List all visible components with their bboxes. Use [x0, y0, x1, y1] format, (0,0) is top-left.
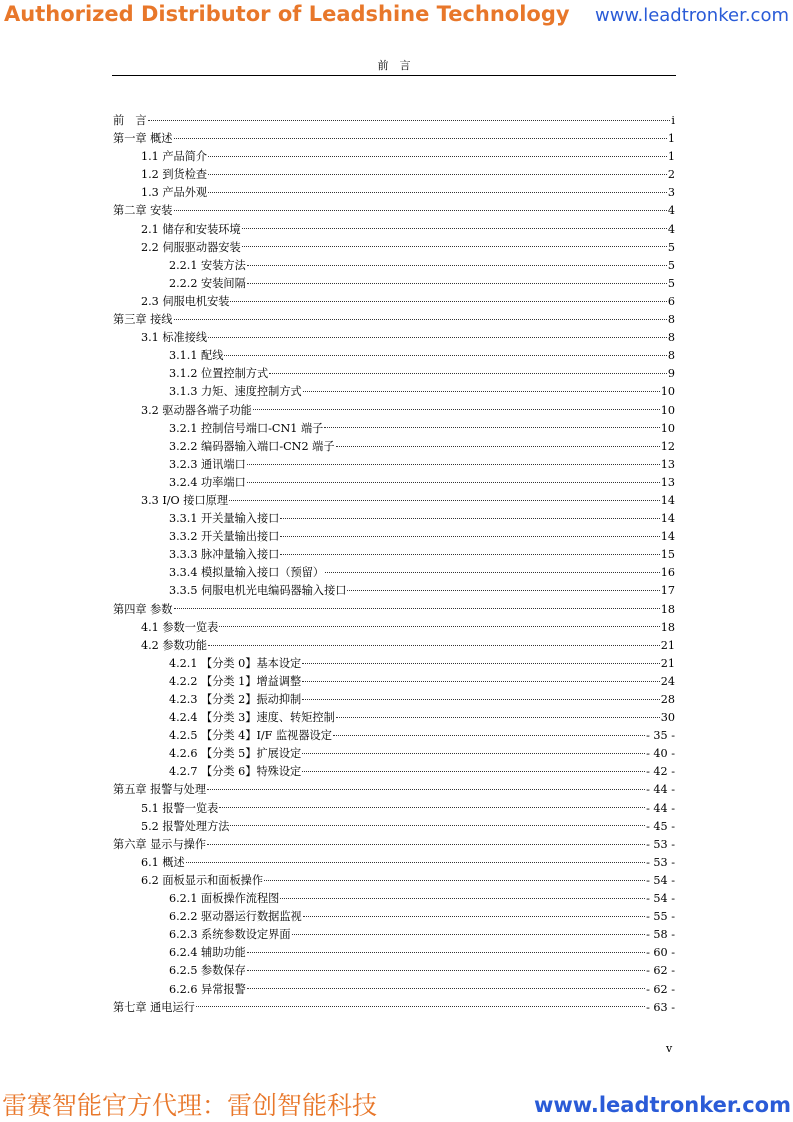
toc-entry-title: 第六章 显示与操作 — [113, 837, 207, 851]
toc-entry-page: 21 — [660, 656, 675, 670]
toc-dot-leader — [302, 673, 660, 682]
toc-dot-leader — [303, 908, 645, 917]
toc-entry-page: - 53 - — [646, 855, 675, 869]
toc-entry-title: 6.2.4 辅助功能 — [169, 946, 246, 960]
toc-entry-title: 第三章 接线 — [113, 313, 173, 327]
toc-entry[interactable] — [113, 402, 675, 420]
toc-entry-page: 13 — [660, 457, 675, 471]
toc-entry[interactable] — [113, 202, 675, 220]
toc-entry-title: 4.2.1 【分类 0】基本设定 — [169, 656, 302, 670]
toc-entry-page: 3 — [667, 186, 675, 200]
toc-entry[interactable] — [113, 962, 675, 980]
toc-entry[interactable] — [113, 528, 675, 546]
toc-dot-leader — [247, 456, 660, 465]
toc-dot-leader — [302, 745, 645, 754]
toc-dot-leader — [253, 402, 660, 411]
toc-entry[interactable] — [113, 908, 675, 926]
toc-dot-leader — [247, 275, 667, 284]
toc-dot-leader — [207, 781, 645, 790]
toc-dot-leader — [174, 601, 660, 610]
toc-entry-page: - 35 - — [646, 729, 675, 743]
toc-entry[interactable] — [113, 184, 675, 202]
toc-entry-page: 28 — [660, 693, 675, 706]
footer-website-link[interactable]: www.leadtronker.com — [534, 1093, 791, 1117]
distributor-banner: Authorized Distributor of Leadshine Technology — [4, 2, 570, 26]
toc-entry[interactable] — [113, 800, 675, 818]
page-number: v — [666, 1042, 673, 1055]
toc-entry-page: 9 — [667, 367, 675, 381]
toc-entry-title: 4.2.6 【分类 5】扩展设定 — [169, 747, 302, 761]
toc-entry-page: 10 — [660, 403, 675, 417]
toc-entry[interactable] — [113, 781, 675, 799]
toc-entry-page: 8 — [667, 349, 675, 363]
toc-entry-page: - 60 - — [646, 946, 675, 960]
toc-entry[interactable] — [113, 727, 675, 745]
toc-entry[interactable] — [113, 546, 675, 564]
toc-dot-leader — [303, 383, 660, 392]
agent-banner: 雷赛智能官方代理：雷创智能科技 — [2, 1091, 378, 1120]
table-of-contents — [113, 112, 675, 1017]
toc-entry[interactable] — [113, 582, 675, 600]
toc-entry[interactable] — [113, 601, 675, 619]
toc-entry-title: 2.2.1 安装方法 — [169, 258, 246, 272]
toc-entry-title: 4.2 参数功能 — [141, 638, 208, 652]
toc-entry[interactable] — [113, 456, 675, 474]
toc-entry-page: 2 — [667, 168, 675, 182]
toc-entry-title: 3.1.3 力矩、速度控制方式 — [169, 385, 302, 399]
toc-dot-leader — [242, 221, 667, 230]
toc-entry-title: 5.1 报警一览表 — [141, 801, 219, 815]
toc-dot-leader — [302, 763, 645, 772]
toc-entry[interactable] — [113, 637, 675, 655]
toc-entry[interactable] — [113, 890, 675, 908]
toc-dot-leader — [230, 293, 666, 302]
toc-entry[interactable] — [113, 926, 675, 944]
toc-entry-page: - 62 - — [646, 982, 675, 996]
toc-entry-title: 1.1 产品简介 — [141, 150, 208, 164]
toc-entry-title: 6.2.2 驱动器运行数据监视 — [169, 910, 302, 924]
toc-entry-page: - 54 - — [646, 892, 675, 906]
toc-dot-leader — [219, 619, 659, 628]
toc-dot-leader — [264, 872, 645, 881]
toc-entry-title: 3.3.1 开关量输入接口 — [169, 512, 280, 526]
toc-dot-leader — [208, 329, 667, 338]
toc-entry-title: 第四章 参数 — [113, 602, 173, 616]
toc-dot-leader — [325, 564, 660, 573]
toc-dot-leader — [208, 166, 667, 175]
bottom-banner — [0, 1086, 793, 1120]
toc-dot-leader — [174, 311, 667, 320]
toc-entry-page: 1 — [667, 132, 675, 146]
toc-dot-leader — [208, 637, 660, 646]
toc-entry[interactable] — [113, 691, 675, 709]
toc-entry[interactable] — [113, 112, 675, 130]
toc-entry[interactable] — [113, 383, 675, 401]
toc-entry-page: i — [671, 114, 675, 127]
toc-entry-page: 4 — [667, 222, 675, 236]
toc-entry-page: - 62 - — [646, 964, 675, 978]
toc-entry-title: 第二章 安装 — [113, 204, 173, 218]
toc-entry-page: 4 — [667, 204, 675, 218]
toc-dot-leader — [324, 420, 659, 429]
toc-entry-title: 2.2 伺服驱动器安装 — [141, 240, 241, 254]
toc-dot-leader — [148, 112, 671, 121]
toc-entry-title: 4.2.2 【分类 1】增益调整 — [169, 674, 302, 688]
toc-entry-page: - 42 - — [646, 765, 675, 779]
toc-dot-leader — [207, 836, 645, 845]
toc-entry-title: 1.2 到货检查 — [141, 168, 208, 182]
toc-entry[interactable] — [113, 221, 675, 239]
toc-entry[interactable] — [113, 166, 675, 184]
toc-dot-leader — [208, 148, 667, 157]
toc-entry-title: 6.2.3 系统参数设定界面 — [169, 928, 291, 942]
toc-entry[interactable] — [113, 239, 675, 257]
toc-dot-leader — [336, 709, 660, 718]
toc-entry[interactable] — [113, 709, 675, 727]
toc-entry-title: 2.3 伺服电机安装 — [141, 294, 230, 308]
toc-dot-leader — [280, 510, 659, 519]
toc-dot-leader — [333, 727, 645, 736]
toc-dot-leader — [242, 239, 667, 248]
toc-entry-title: 3.3.3 脉冲量输入接口 — [169, 548, 280, 562]
toc-entry-page: - 44 - — [646, 801, 675, 815]
toc-entry[interactable] — [113, 944, 675, 962]
toc-dot-leader — [247, 962, 645, 971]
running-header: 前 言 — [112, 57, 676, 76]
toc-dot-leader — [292, 926, 646, 935]
toc-entry-page: 18 — [660, 602, 675, 616]
toc-entry[interactable] — [113, 564, 675, 582]
toc-entry-title: 2.1 储存和安装环境 — [141, 222, 241, 236]
toc-entry-title: 第五章 报警与处理 — [113, 783, 207, 797]
toc-entry-page: 24 — [660, 674, 675, 688]
toc-dot-leader — [280, 528, 659, 537]
toc-entry-page: - 54 - — [646, 873, 675, 887]
toc-entry-page: 17 — [660, 584, 675, 598]
toc-entry-page: 5 — [667, 258, 675, 272]
toc-entry-title: 3.3.2 开关量输出接口 — [169, 530, 280, 544]
toc-entry-title: 4.1 参数一览表 — [141, 620, 219, 634]
toc-entry[interactable] — [113, 981, 675, 999]
toc-entry-title: 1.3 产品外观 — [141, 186, 208, 200]
toc-entry-title: 4.2.5 【分类 4】I/F 监视器设定 — [169, 729, 332, 743]
toc-entry[interactable] — [113, 329, 675, 347]
toc-dot-leader — [224, 347, 666, 356]
top-banner — [0, 2, 793, 32]
toc-entry-title: 4.2.4 【分类 3】速度、转矩控制 — [169, 711, 335, 725]
website-link[interactable]: www.leadtronker.com — [594, 5, 789, 26]
toc-entry[interactable] — [113, 854, 675, 872]
toc-dot-leader — [174, 130, 667, 139]
toc-entry-title: 6.2.5 参数保存 — [169, 964, 246, 978]
toc-entry[interactable] — [113, 275, 675, 293]
toc-entry[interactable] — [113, 365, 675, 383]
toc-entry-page: 15 — [660, 548, 675, 562]
toc-dot-leader — [174, 202, 667, 211]
toc-entry-title: 2.2.2 安装间隔 — [169, 276, 246, 290]
toc-entry[interactable] — [113, 347, 675, 365]
toc-entry-title: 3.1.2 位置控制方式 — [169, 367, 269, 381]
toc-entry-page: - 63 - — [646, 1000, 675, 1014]
toc-entry-title: 3.3.5 伺服电机光电编码器输入接口 — [169, 584, 347, 598]
toc-entry-title: 3.1.1 配线 — [169, 349, 224, 363]
toc-entry[interactable] — [113, 257, 675, 275]
toc-dot-leader — [336, 438, 660, 447]
toc-entry[interactable] — [113, 311, 675, 329]
toc-dot-leader — [247, 981, 645, 990]
toc-entry[interactable] — [113, 130, 675, 148]
toc-entry[interactable] — [113, 745, 675, 763]
toc-dot-leader — [230, 818, 645, 827]
toc-entry-page: 6 — [667, 294, 675, 308]
toc-entry-page: - 53 - — [646, 837, 675, 851]
toc-entry-page: - 45 - — [646, 819, 675, 833]
toc-entry-title: 5.2 报警处理方法 — [141, 819, 230, 833]
toc-entry-page: 16 — [660, 566, 675, 580]
toc-dot-leader — [280, 890, 645, 899]
toc-dot-leader — [208, 184, 667, 193]
toc-entry-page: 12 — [660, 439, 675, 453]
toc-dot-leader — [280, 546, 659, 555]
toc-entry-title: 6.1 概述 — [141, 855, 185, 869]
toc-entry-page: - 44 - — [646, 783, 675, 797]
toc-entry-page: - 58 - — [646, 928, 675, 942]
toc-entry-title: 3.1 标准接线 — [141, 331, 208, 345]
toc-entry[interactable] — [113, 655, 675, 673]
toc-entry-page: 8 — [667, 313, 675, 327]
toc-entry[interactable] — [113, 474, 675, 492]
toc-entry[interactable] — [113, 619, 675, 637]
toc-entry[interactable] — [113, 872, 675, 890]
toc-entry-page: 30 — [660, 711, 675, 725]
toc-dot-leader — [247, 474, 660, 483]
toc-entry-title: 4.2.3 【分类 2】振动抑制 — [169, 693, 302, 706]
toc-dot-leader — [247, 257, 667, 266]
toc-entry[interactable] — [113, 148, 675, 166]
toc-entry-title: 第一章 概述 — [113, 132, 173, 146]
toc-entry-page: 14 — [660, 530, 675, 544]
toc-entry-title: 3.3 I/O 接口原理 — [141, 493, 229, 507]
toc-entry-title: 3.2.3 通讯端口 — [169, 457, 246, 471]
toc-entry[interactable] — [113, 420, 675, 438]
toc-entry-page: 8 — [667, 331, 675, 345]
toc-entry-title: 6.2.6 异常报警 — [169, 982, 246, 996]
toc-entry-page: 1 — [667, 150, 675, 164]
toc-entry[interactable] — [113, 438, 675, 456]
toc-entry-title: 3.3.4 模拟量输入接口（预留） — [169, 566, 325, 580]
toc-dot-leader — [302, 655, 660, 664]
toc-entry-page: 10 — [660, 421, 675, 435]
toc-entry-page: - 40 - — [646, 747, 675, 761]
toc-entry[interactable] — [113, 818, 675, 836]
toc-entry-title: 3.2.2 编码器输入端口-CN2 端子 — [169, 439, 335, 453]
toc-entry-title: 前 言 — [113, 114, 147, 127]
toc-entry-title: 第七章 通电运行 — [113, 1000, 195, 1014]
toc-entry-page: 10 — [660, 385, 675, 399]
toc-entry[interactable] — [113, 510, 675, 528]
toc-dot-leader — [219, 800, 645, 809]
toc-entry[interactable] — [113, 492, 675, 510]
toc-entry[interactable] — [113, 293, 675, 311]
toc-entry-title: 3.2.4 功率端口 — [169, 475, 246, 489]
toc-entry-page: 5 — [667, 240, 675, 254]
toc-entry-title: 6.2.1 面板操作流程图 — [169, 892, 280, 906]
toc-entry-page: 13 — [660, 475, 675, 489]
toc-entry-page: 18 — [660, 620, 675, 634]
toc-dot-leader — [347, 582, 659, 591]
toc-entry-title: 4.2.7 【分类 6】特殊设定 — [169, 765, 302, 779]
toc-entry-title: 3.2.1 控制信号端口-CN1 端子 — [169, 421, 324, 435]
toc-dot-leader — [186, 854, 645, 863]
toc-entry[interactable] — [113, 763, 675, 781]
toc-dot-leader — [247, 944, 645, 953]
toc-entry-page: 5 — [667, 276, 675, 290]
toc-entry-title: 3.2 驱动器各端子功能 — [141, 403, 252, 417]
toc-entry-page: 21 — [660, 638, 675, 652]
toc-dot-leader — [269, 365, 667, 374]
toc-entry-page: - 55 - — [646, 910, 675, 924]
toc-dot-leader — [196, 999, 645, 1008]
toc-entry-title: 6.2 面板显示和面板操作 — [141, 873, 264, 887]
toc-entry-page: 14 — [660, 512, 675, 526]
toc-entry[interactable] — [113, 836, 675, 854]
toc-dot-leader — [229, 492, 660, 501]
toc-entry[interactable] — [113, 673, 675, 691]
toc-dot-leader — [302, 691, 660, 700]
toc-entry[interactable] — [113, 999, 675, 1017]
toc-entry-page: 14 — [660, 493, 675, 507]
